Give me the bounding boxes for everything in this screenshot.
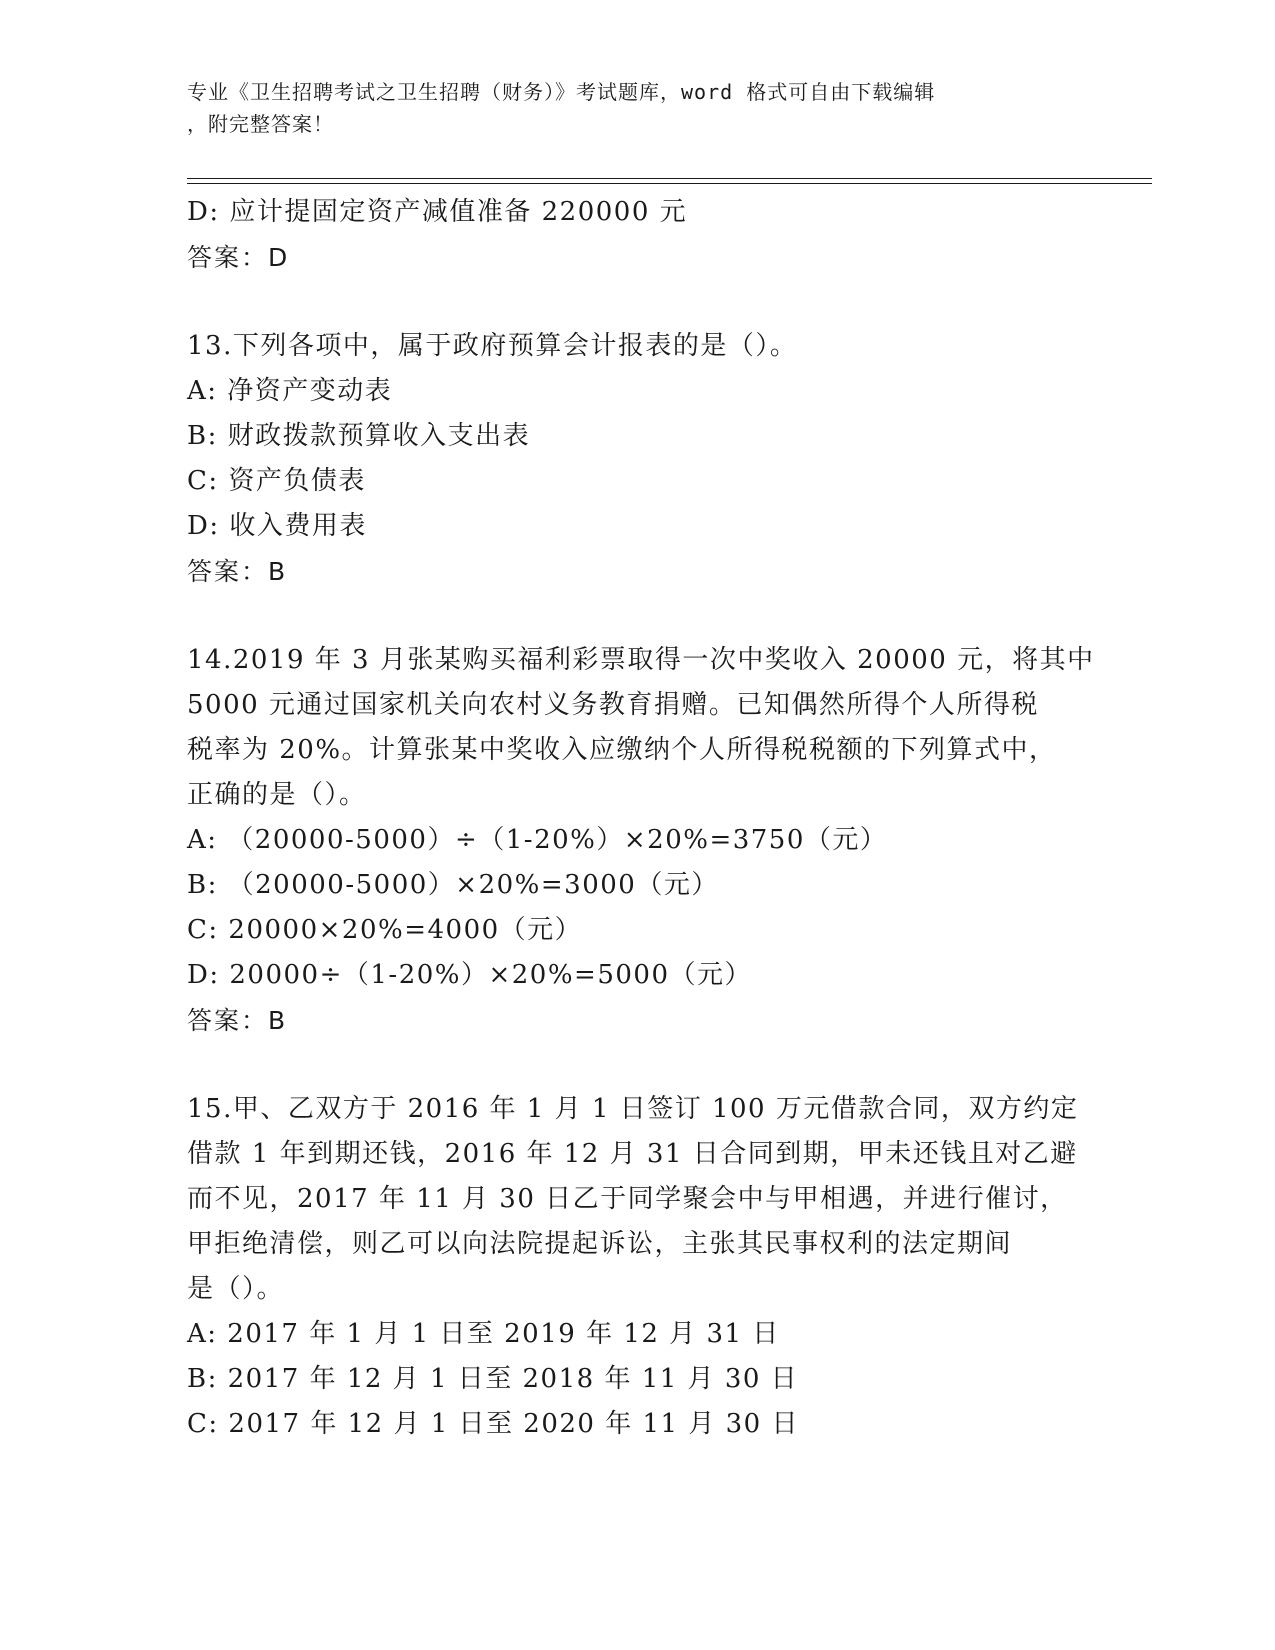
option-b: B: 2017 年 12 月 1 日至 2018 年 11 月 30 日 bbox=[187, 1364, 799, 1394]
answer: 答案：D bbox=[187, 243, 290, 272]
option-d: D: 20000÷（1-20%）×20%=5000（元） bbox=[187, 960, 753, 990]
question-stem-line: 15.甲、乙双方于 2016 年 1 月 1 日签订 100 万元借款合同，双方约定 bbox=[187, 1094, 1079, 1124]
header-rule-bottom bbox=[187, 183, 1152, 184]
option-d: D: 应计提固定资产减值准备 220000 元 bbox=[187, 197, 688, 227]
question-12-tail bbox=[187, 190, 1087, 280]
document-body bbox=[187, 190, 1095, 1447]
question-stem-line: 正确的是（）。 bbox=[187, 780, 367, 810]
option-c: C: 2017 年 12 月 1 日至 2020 年 11 月 30 日 bbox=[187, 1409, 799, 1439]
option-a: A: 2017 年 1 月 1 日至 2019 年 12 月 31 日 bbox=[187, 1319, 780, 1349]
option-a: A: 净资产变动表 bbox=[187, 376, 393, 406]
option-b: B: （20000-5000）×20%=3000（元） bbox=[187, 870, 719, 900]
question-stem-line: 是（）。 bbox=[187, 1274, 285, 1304]
question-stem-line: 5000 元通过国家机关向农村义务教育捐赠。已知偶然所得个人所得税 bbox=[187, 690, 1039, 720]
option-b: B: 财政拨款预算收入支出表 bbox=[187, 421, 531, 451]
spacer bbox=[187, 1043, 1087, 1087]
document-header bbox=[187, 76, 1067, 140]
option-a: A: （20000-5000）÷（1-20%）×20%=3750（元） bbox=[187, 825, 888, 855]
question-stem-line: 借款 1 年到期还钱，2016 年 12 月 31 日合同到期，甲未还钱且对乙避 bbox=[187, 1139, 1078, 1169]
spacer bbox=[187, 594, 1087, 638]
option-c: C: 资产负债表 bbox=[187, 466, 366, 496]
answer: 答案：B bbox=[187, 1006, 288, 1035]
question-stem-line: 税率为 20%。计算张某中奖收入应缴纳个人所得税税额的下列算式中， bbox=[187, 735, 1057, 765]
question-stem-line: 甲拒绝清偿，则乙可以向法院提起诉讼，主张其民事权利的法定期间 bbox=[187, 1229, 1013, 1259]
answer: 答案：B bbox=[187, 557, 288, 586]
header-line-2: ，附完整答案！ bbox=[187, 112, 334, 136]
spacer bbox=[187, 280, 1087, 324]
question-stem: 13.下列各项中，属于政府预算会计报表的是（）。 bbox=[187, 331, 798, 361]
header-rule-top bbox=[187, 178, 1152, 179]
option-d: D: 收入费用表 bbox=[187, 511, 367, 541]
question-15 bbox=[187, 1087, 1087, 1447]
question-stem-line: 而不见，2017 年 11 月 30 日乙于同学聚会中与甲相遇，并进行催讨， bbox=[187, 1184, 1068, 1214]
question-13 bbox=[187, 324, 1087, 594]
header-line-1: 专业《卫生招聘考试之卫生招聘（财务）》考试题库，word 格式可自由下载编辑 bbox=[187, 80, 936, 104]
question-14 bbox=[187, 638, 1095, 1043]
option-c: C: 20000×20%=4000（元） bbox=[187, 915, 583, 945]
question-stem-line: 14.2019 年 3 月张某购买福利彩票取得一次中奖收入 20000 元，将其中 bbox=[187, 645, 1095, 675]
